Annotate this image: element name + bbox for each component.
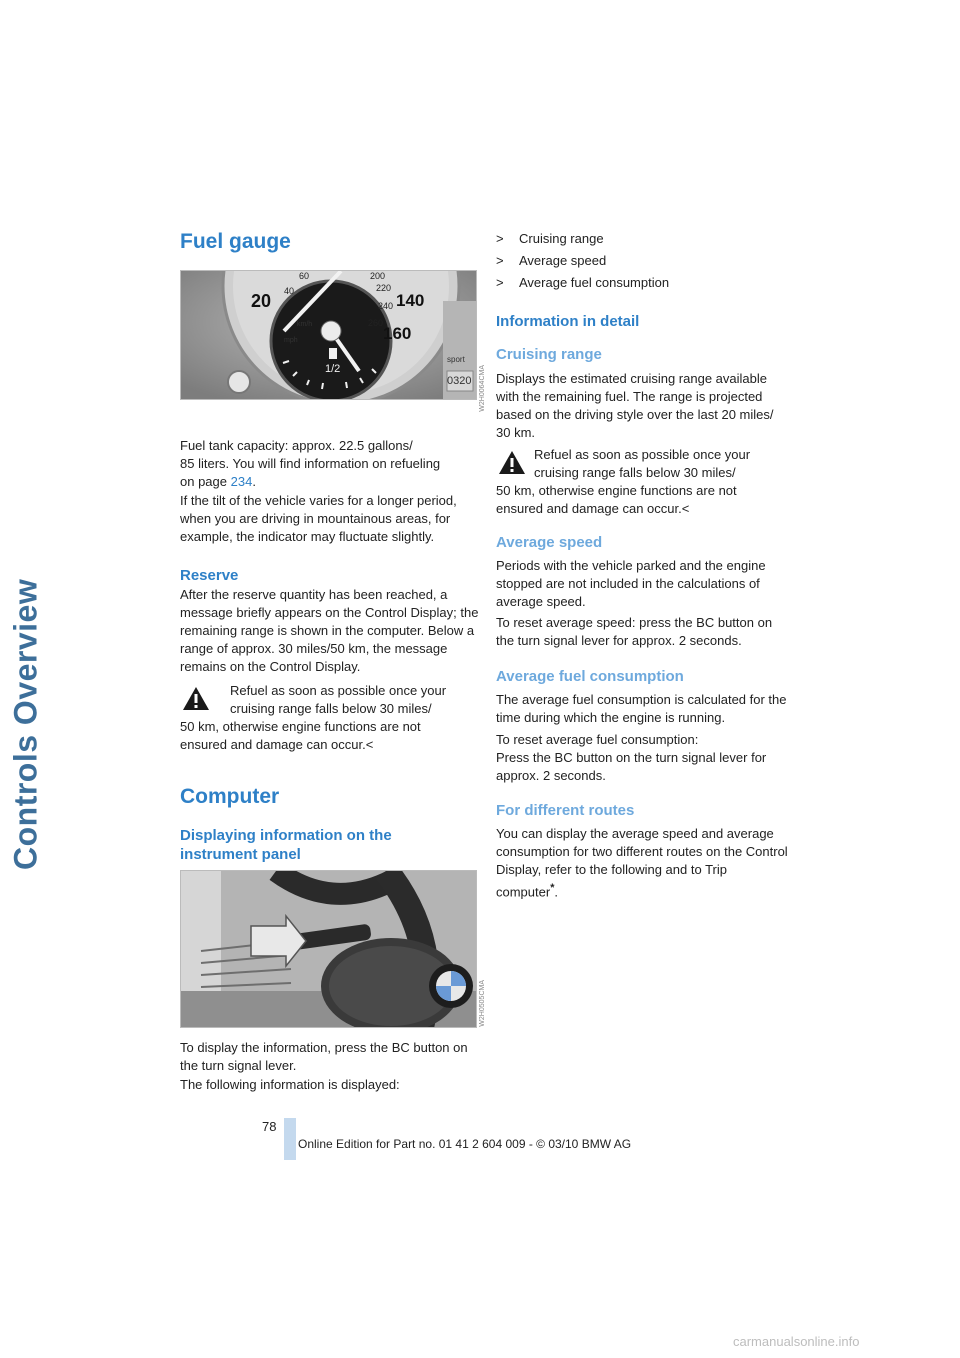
- cruising-warn-line2: cruising range falls below 30 miles/: [534, 465, 736, 480]
- cruising-warn-rest: 50 km, otherwise engine functions are not ensured and damage can occur.: [496, 483, 737, 516]
- reset-fuel-line1: To reset average fuel consumption:: [496, 732, 699, 747]
- steering-wheel-illustration: [181, 871, 476, 1027]
- edition-footer: Online Edition for Part no. 01 41 2 604 009 - © 03/10 BMW AG: [298, 1137, 632, 1151]
- different-routes-heading: For different routes: [496, 802, 635, 819]
- tilt-paragraph: If the tilt of the vehicle varies for a longer period, when you are driving in mountainous areas, for example, the indicator may fluctuate slightly.: [180, 493, 457, 544]
- list-item: > Average fuel consumption: [496, 275, 670, 290]
- fuel-tank-line3: on page: [180, 474, 227, 489]
- cruising-end-mark: <: [681, 501, 690, 516]
- routes-period: .: [554, 884, 559, 900]
- gauge-label-kmh: km/h: [297, 321, 313, 328]
- reset-fuel-line2: Press the BC button on the turn signal lever for approx. 2 seconds.: [496, 750, 767, 783]
- info-detail-heading: Information in detail: [496, 313, 640, 330]
- page-234-link[interactable]: 234: [230, 474, 253, 489]
- site-watermark: carmanualsonline.info: [733, 1334, 860, 1349]
- cruising-warning-lead: [534, 446, 794, 482]
- reserve-warn-rest: 50 km, otherwise engine functions are not ensured and damage can occur.: [180, 719, 421, 752]
- fuel-tank-line1: Fuel tank capacity: approx. 22.5 gallons/: [180, 438, 413, 453]
- gauge-label-sport: sport: [447, 355, 465, 364]
- reserve-end-mark: <: [365, 737, 374, 752]
- displaying-info-heading: Displaying information on the instrument panel: [180, 827, 392, 863]
- bc-button-paragraph: To display the information, press the BC button on the turn signal lever.: [180, 1040, 468, 1073]
- gauge-label-140: 140: [396, 291, 425, 310]
- following-info-paragraph: The following information is displayed:: [180, 1077, 400, 1092]
- reserve-paragraph: After the reserve quantity has been reached, a message briefly appears on the Control Display; the remaining range is shown in the computer. Below a range of approx. 30 miles/50 km, the message remains on the Control Display.: [180, 587, 479, 674]
- reserve-warning-rest: [180, 718, 450, 754]
- gauge-label-160: 160: [383, 324, 412, 343]
- fuel-gauge-heading: Fuel gauge: [180, 230, 291, 253]
- list-item: > Cruising range: [496, 231, 604, 246]
- different-routes-paragraph: [496, 825, 791, 901]
- turn-signal-lever-image: [180, 870, 477, 1028]
- average-speed-paragraph: Periods with the vehicle parked and the engine stopped are not included in the calculations of average speed.: [496, 558, 766, 609]
- gauge-label-mph: mph: [284, 337, 298, 344]
- reserve-warn-line2: cruising range falls below 30 miles/: [230, 701, 432, 716]
- reset-fuel-paragraph: [496, 731, 791, 785]
- cruising-warn-line1: Refuel as soon as possible once your: [534, 447, 751, 462]
- average-fuel-paragraph: The average fuel consumption is calculated for the time during which the engine is running.: [496, 692, 787, 725]
- fuel-tank-paragraph: [180, 437, 480, 491]
- cruising-warning-rest: [496, 482, 766, 518]
- reset-speed-paragraph: To reset average speed: press the BC button on the turn signal lever for approx. 2 seconds.: [496, 615, 773, 648]
- computer-heading: Computer: [180, 785, 280, 808]
- reserve-heading: Reserve: [180, 567, 239, 584]
- reserve-warning-lead: [230, 682, 490, 718]
- displayed-info-list: [496, 228, 669, 294]
- average-fuel-heading: Average fuel consumption: [496, 668, 684, 685]
- odometer-readout: 0320: [447, 375, 472, 387]
- cruising-range-heading: Cruising range: [496, 346, 602, 363]
- gauge-label-260: 260: [368, 318, 384, 328]
- page-number: 78: [262, 1119, 277, 1134]
- footer-accent-bar: [284, 1118, 296, 1160]
- gauge-label-200: 200: [370, 271, 386, 281]
- fuel-gauge-image: [180, 270, 477, 400]
- gauge-label-20: 20: [251, 291, 272, 311]
- routes-body: You can display the average speed and average consumption for two different routes on the Control Display, refer to the following and to Trip computer: [496, 826, 788, 900]
- side-tab: [0, 210, 52, 870]
- routes-asterisk: *: [550, 882, 555, 894]
- gauge-label-220: 220: [376, 283, 392, 293]
- gauge-label-half: 1/2: [325, 363, 341, 375]
- list-item: > Average speed: [496, 253, 607, 268]
- warning-icon: [182, 686, 210, 711]
- fuel-tank-line2: 85 liters. You will find information on refueling: [180, 456, 441, 471]
- cruising-range-paragraph: Displays the estimated cruising range available with the remaining fuel. The range is projected based on the driving style over the last 20 miles/ 30 km.: [496, 371, 774, 440]
- gauge-label-60: 60: [299, 271, 310, 281]
- fuel-tank-period: .: [252, 474, 256, 489]
- gauge-label-40: 40: [284, 286, 295, 296]
- reserve-warn-line1: Refuel as soon as possible once your: [230, 683, 447, 698]
- warning-icon: [498, 450, 526, 475]
- gauge-label-240: 240: [378, 301, 394, 311]
- average-speed-heading: Average speed: [496, 534, 603, 551]
- steering-figure-code: W2H0505CMA: [479, 980, 486, 1027]
- fuel-gauge-illustration: [181, 271, 476, 399]
- side-tab-label: Controls Overview: [7, 578, 44, 870]
- fuel-gauge-figure-code: W2H0064CMA: [479, 365, 486, 412]
